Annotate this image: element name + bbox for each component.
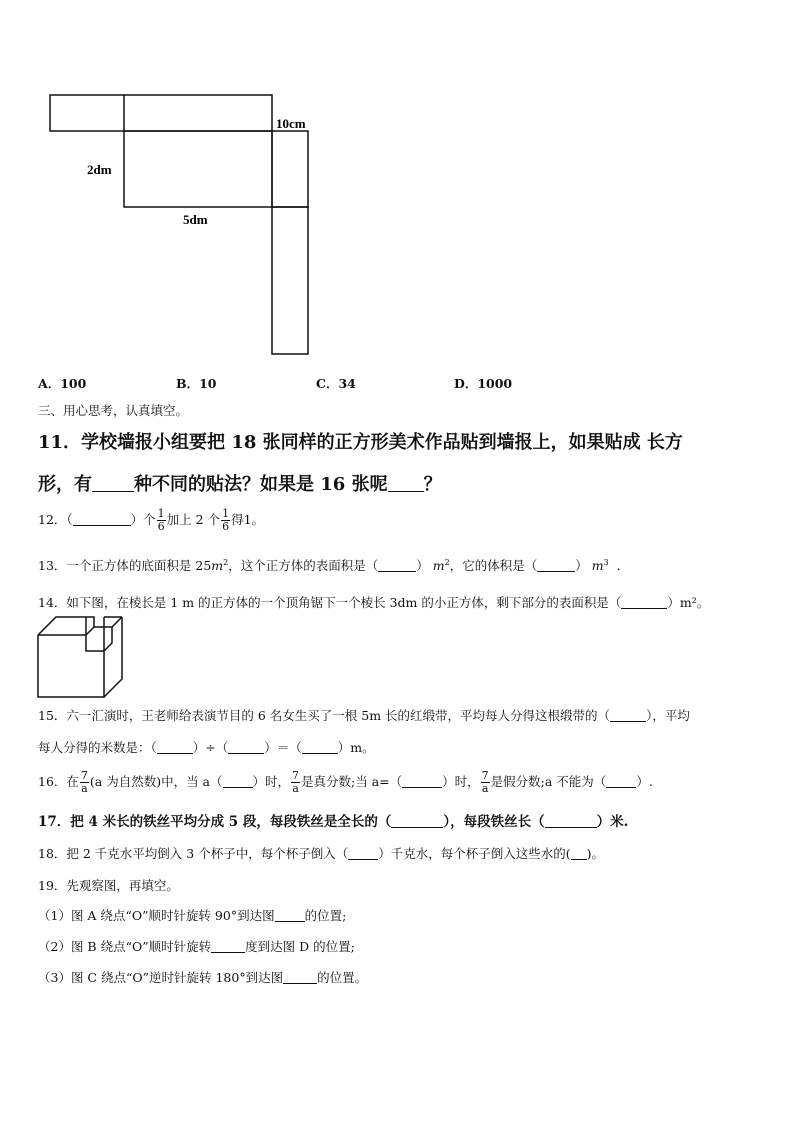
q11-blank-2[interactable] (388, 477, 424, 492)
net-bottom-strip (272, 207, 308, 354)
q16-blank-3[interactable] (606, 773, 636, 788)
q17-blank-1[interactable] (391, 813, 443, 828)
q18-blank-2[interactable] (571, 845, 587, 860)
q18-blank-1[interactable] (348, 845, 378, 860)
option-d: D．1000 (454, 376, 513, 391)
q14-blank[interactable] (621, 594, 667, 609)
q15-blank-1[interactable] (610, 707, 646, 722)
q16-fraction-3: $\frac{7}{a}$ (481, 769, 489, 795)
q12-fraction-2: $\frac{1}{6}$ (222, 507, 230, 533)
net-side-face (272, 131, 308, 207)
q19-title: 19．先观察图，再填空。 (38, 878, 179, 893)
q18-line: 18．把 2 千克水平均倒入 3 个杯子中，每个杯子倒入（ ）千克水，每个杯子倒入这些水的( )。 (38, 846, 604, 861)
q13-blank-2[interactable] (537, 557, 575, 572)
q19-blank-2[interactable] (211, 938, 245, 953)
q19-sub3: （3）图 C 绕点“O”逆时针旋转 180°到达图 的位置。 (38, 970, 368, 985)
q17-line: 17．把 4 米长的铁丝平均分成 5 段，每段铁丝是全长的（ ），每段铁丝长（ ）米. (38, 814, 629, 830)
q14-line: 14．如下图，在棱长是 1 m 的正方体的一个顶角锯下一个棱长 3dm 的小正方体，剩下部分的表面积是（ ）m²。 (38, 595, 710, 610)
option-b: B．10 (176, 376, 217, 391)
q16-blank-2[interactable] (402, 773, 442, 788)
q15-blank-4[interactable] (302, 739, 338, 754)
q16-fraction-1: $\frac{7}{a}$ (80, 769, 88, 795)
q12-blank[interactable] (73, 511, 131, 526)
box-net-figure (0, 0, 794, 370)
q19-sub2: （2）图 B 绕点“O”顺时针旋转 度到达图 D 的位置; (38, 939, 355, 954)
q17-blank-2[interactable] (545, 813, 597, 828)
net-top-strip (50, 95, 272, 131)
q16-fraction-2: $\frac{7}{a}$ (292, 769, 300, 795)
q15-blank-3[interactable] (228, 739, 264, 754)
q15-blank-2[interactable] (157, 739, 193, 754)
q15-line2: 每人分得的米数是：（ ）÷（ ）＝（ ）m。 (38, 740, 375, 755)
q19-blank-1[interactable] (275, 907, 305, 922)
label-2dm: 2dm (87, 162, 112, 177)
q19-sub1: （1）图 A 绕点“O”顺时针旋转 90°到达图 的位置; (38, 908, 347, 923)
q16-blank-1[interactable] (223, 773, 253, 788)
section-heading: 三、用心思考，认真填空。 (38, 403, 189, 418)
net-main-face (124, 131, 272, 207)
q11-line1: 11．学校墙报小组要把 18 张同样的正方形美术作品贴到墙报上，如果贴成 长方 (38, 432, 683, 453)
label-10cm: 10cm (276, 116, 306, 131)
cube-figure (36, 615, 126, 701)
q16-line: 16．在 $\frac{7}{a}$ (a 为自然数)中，当 a（ ）时， $\frac{7}{a}$ 是真分数;当 a=（ ）时， $\frac{7}{a}$ 是假分数;a 不能为（ ）. (38, 769, 653, 795)
q19-blank-3[interactable] (283, 969, 317, 984)
q13-blank-1[interactable] (378, 557, 416, 572)
option-c: C．34 (316, 376, 356, 391)
q11-blank-1[interactable] (92, 477, 134, 492)
option-a: A．100 (38, 376, 87, 391)
q12-fraction-1: $\frac{1}{6}$ (157, 507, 165, 533)
q11-line2: 形，有 种不同的贴法？如果是 16 张呢 ？ (38, 474, 442, 495)
q13-line: 13．一个正方体的底面积是 $25m^2$，这个正方体的表面积是（ ） $m^2$，它的体积是（ ） $m^3$ ． (38, 557, 630, 573)
label-5dm: 5dm (183, 212, 208, 227)
q15-line1: 15．六一汇演时，王老师给表演节目的 6 名女生买了一根 5m 长的红缎带，平均每人分得这根缎带的（ ），平均 (38, 708, 690, 723)
q12-line: 12．（ ）个 $\frac{1}{6}$ 加上 2 个 $\frac{1}{6}$ 得1。 (38, 507, 265, 533)
